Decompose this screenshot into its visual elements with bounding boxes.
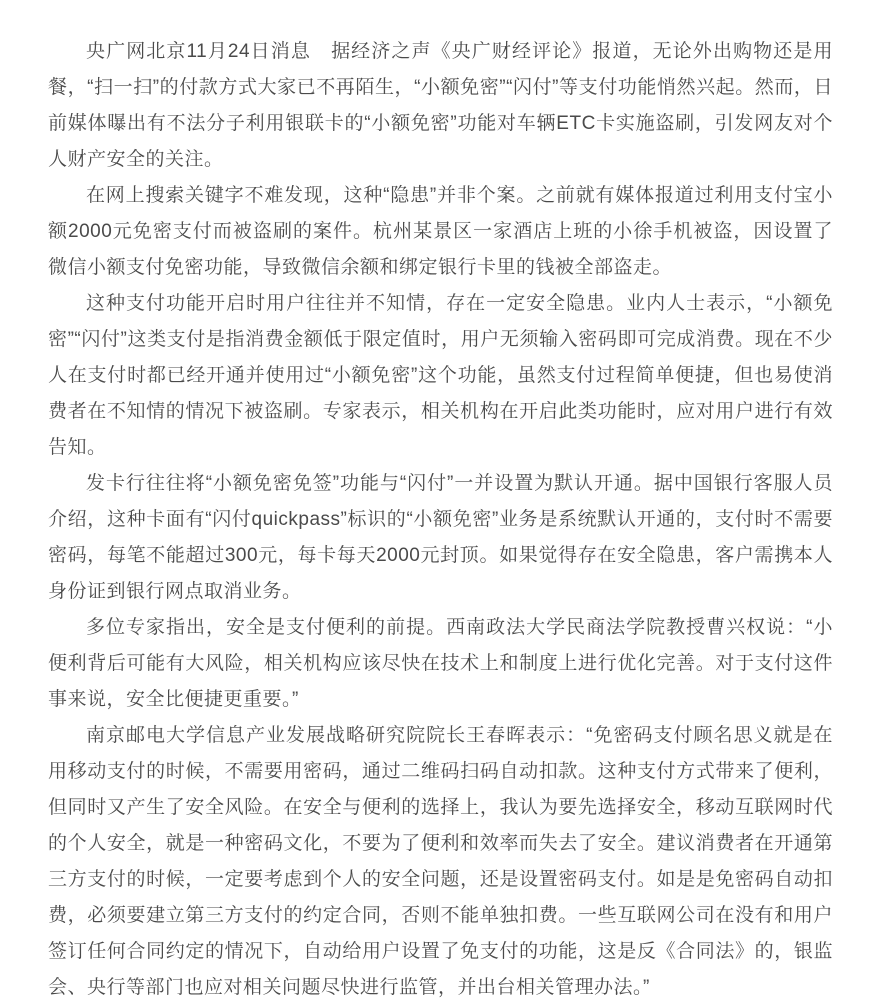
article-paragraph-5: 多位专家指出，安全是支付便利的前提。西南政法大学民商法学院教授曹兴权说：“小便利背后可能有大风险，相关机构应该尽快在技术上和制度上进行优化完善。对于支付这件事来说，安全比便捷更重要。” <box>48 617 833 710</box>
article-paragraph-3: 这种支付功能开启时用户往往并不知情，存在一定安全隐患。业内人士表示，“小额免密”“闪付”这类支付是指消费金额低于限定值时，用户无须输入密码即可完成消费。现在不少人在支付时都已经开通并使用过“小额免密”这个功能，虽然支付过程简单便捷，但也易使消费者在不知情的情况下被盗刷。专家表示，相关机构在开启此类功能时，应对用户进行有效告知。 <box>48 293 833 458</box>
article-paragraph-1: 央广网北京11月24日消息 据经济之声《央广财经评论》报道，无论外出购物还是用餐，“扫一扫”的付款方式大家已不再陌生，“小额免密”“闪付”等支付功能悄然兴起。然而，日前媒体曝出有不法分子利用银联卡的“小额免密”功能对车辆ETC卡实施盗刷，引发网友对个人财产安全的关注。 <box>48 41 833 170</box>
article-paragraph-4: 发卡行往往将“小额免密免签”功能与“闪付”一并设置为默认开通。据中国银行客服人员介绍，这种卡面有“闪付quickpass”标识的“小额免密”业务是系统默认开通的，支付时不需要密码，每笔不能超过300元，每卡每天2000元封顶。如果觉得存在安全隐患，客户需携本人身份证到银行网点取消业务。 <box>48 473 833 602</box>
article-paragraph-2: 在网上搜索关键字不难发现，这种“隐患”并非个案。之前就有媒体报道过利用支付宝小额2000元免密支付而被盗刷的案件。杭州某景区一家酒店上班的小徐手机被盗，因设置了微信小额支付免密功能，导致微信余额和绑定银行卡里的钱被全部盗走。 <box>48 185 833 278</box>
article-paragraph-6: 南京邮电大学信息产业发展战略研究院院长王春晖表示：“免密码支付顾名思义就是在用移动支付的时候，不需要用密码，通过二维码扫码自动扣款。这种支付方式带来了便利，但同时又产生了安全风险。在安全与便利的选择上，我认为要先选择安全，移动互联网时代的个人安全，就是一种密码文化，不要为了便利和效率而失去了安全。建议消费者在开通第三方支付的时候，一定要考虑到个人的安全问题，还是设置密码支付。如是是免密码自动扣费，必须要建立第三方支付的约定合同，否则不能单独扣费。一些互联网公司在没有和用户签订任何合同约定的情况下，自动给用户设置了免支付的功能，这是反《合同法》的，银监会、央行等部门也应对相关问题尽快进行监管，并出台相关管理办法。” <box>48 725 833 998</box>
